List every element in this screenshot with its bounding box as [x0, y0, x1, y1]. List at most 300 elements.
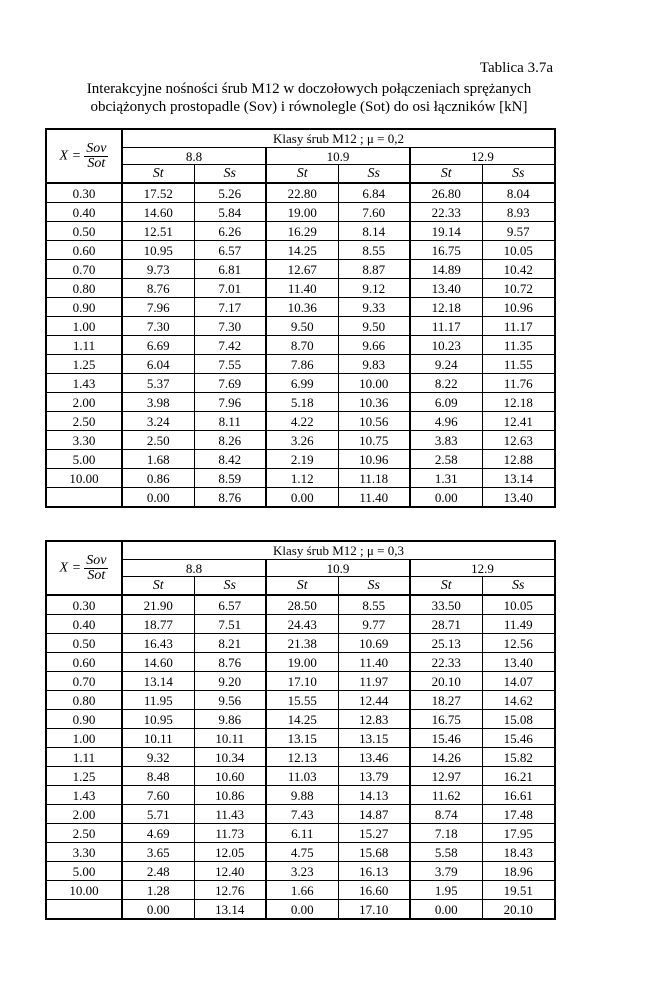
value-cell: 7.69	[194, 374, 266, 393]
table-row	[46, 355, 555, 374]
value-cell: 15.55	[266, 691, 338, 710]
value-cell: 25.13	[410, 634, 482, 653]
value-cell: 18.96	[482, 862, 555, 881]
value-cell: 14.26	[410, 748, 482, 767]
value-cell: 7.43	[266, 805, 338, 824]
value-cell: 21.90	[122, 595, 194, 615]
x-value-cell: 5.00	[46, 450, 122, 469]
x-numerator: Sov	[86, 552, 107, 568]
value-cell: 10.00	[338, 374, 410, 393]
class-row	[46, 560, 555, 577]
sub-header-row	[46, 577, 555, 596]
sub-header-ss: Ss	[338, 165, 410, 184]
table-row	[46, 824, 555, 843]
value-cell: 10.11	[194, 729, 266, 748]
x-ratio-header	[46, 129, 122, 183]
table-row	[46, 469, 555, 488]
x-value-cell: 0.70	[46, 672, 122, 691]
value-cell: 12.88	[482, 450, 555, 469]
table-row	[46, 374, 555, 393]
value-cell: 16.43	[122, 634, 194, 653]
value-cell: 10.36	[266, 298, 338, 317]
value-cell: 5.84	[194, 203, 266, 222]
table-row	[46, 672, 555, 691]
table-row	[46, 691, 555, 710]
value-cell: 10.95	[122, 710, 194, 729]
value-cell: 9.12	[338, 279, 410, 298]
value-cell: 16.29	[266, 222, 338, 241]
value-cell: 4.96	[410, 412, 482, 431]
value-cell: 7.30	[122, 317, 194, 336]
value-cell: 0.00	[122, 488, 194, 508]
x-value-cell: 0.80	[46, 279, 122, 298]
value-cell: 12.51	[122, 222, 194, 241]
table-row	[46, 260, 555, 279]
value-cell: 11.40	[266, 279, 338, 298]
value-cell: 11.17	[482, 317, 555, 336]
sub-header-ss: Ss	[482, 577, 555, 596]
value-cell: 1.31	[410, 469, 482, 488]
value-cell: 7.30	[194, 317, 266, 336]
value-cell: 11.03	[266, 767, 338, 786]
value-cell: 7.86	[266, 355, 338, 374]
table-row	[46, 203, 555, 222]
table-row	[46, 900, 555, 920]
bolt-class-8-8: 8.8	[122, 560, 266, 577]
value-cell: 9.20	[194, 672, 266, 691]
value-cell: 0.00	[266, 488, 338, 508]
value-cell: 6.84	[338, 183, 410, 203]
value-cell: 8.55	[338, 595, 410, 615]
value-cell: 17.95	[482, 824, 555, 843]
value-cell: 13.14	[482, 469, 555, 488]
value-cell: 19.00	[266, 653, 338, 672]
sub-header-ss: Ss	[194, 577, 266, 596]
value-cell: 12.67	[266, 260, 338, 279]
value-cell: 3.26	[266, 431, 338, 450]
value-cell: 0.86	[122, 469, 194, 488]
value-cell: 9.73	[122, 260, 194, 279]
header-row	[46, 129, 555, 148]
x-fraction	[84, 142, 108, 171]
value-cell: 3.98	[122, 393, 194, 412]
value-cell: 9.50	[266, 317, 338, 336]
value-cell: 14.25	[266, 710, 338, 729]
value-cell: 6.09	[410, 393, 482, 412]
value-cell: 12.56	[482, 634, 555, 653]
value-cell: 0.00	[410, 900, 482, 920]
value-cell: 14.25	[266, 241, 338, 260]
value-cell: 10.86	[194, 786, 266, 805]
value-cell: 8.70	[266, 336, 338, 355]
x-value-cell: 10.00	[46, 881, 122, 900]
value-cell: 10.69	[338, 634, 410, 653]
value-cell: 9.56	[194, 691, 266, 710]
x-value-cell: 0.90	[46, 710, 122, 729]
table-row	[46, 595, 555, 615]
value-cell: 7.01	[194, 279, 266, 298]
x-denominator: Sot	[87, 155, 106, 171]
value-cell: 10.56	[338, 412, 410, 431]
value-cell: 15.08	[482, 710, 555, 729]
value-cell: 13.14	[122, 672, 194, 691]
value-cell: 8.76	[194, 653, 266, 672]
value-cell: 13.15	[338, 729, 410, 748]
value-cell: 6.57	[194, 241, 266, 260]
value-cell: 10.36	[338, 393, 410, 412]
value-cell: 13.46	[338, 748, 410, 767]
value-cell: 11.55	[482, 355, 555, 374]
value-cell: 1.66	[266, 881, 338, 900]
table-row	[46, 710, 555, 729]
value-cell: 18.77	[122, 615, 194, 634]
sub-header-ss: Ss	[194, 165, 266, 184]
x-value-cell: 1.00	[46, 317, 122, 336]
table-row	[46, 431, 555, 450]
value-cell: 9.86	[194, 710, 266, 729]
value-cell: 11.49	[482, 615, 555, 634]
value-cell: 21.38	[266, 634, 338, 653]
table-row	[46, 450, 555, 469]
value-cell: 7.17	[194, 298, 266, 317]
table-row	[46, 183, 555, 203]
value-cell: 10.75	[338, 431, 410, 450]
value-cell: 28.50	[266, 595, 338, 615]
value-cell: 26.80	[410, 183, 482, 203]
value-cell: 2.19	[266, 450, 338, 469]
value-cell: 8.14	[338, 222, 410, 241]
x-value-cell: 2.50	[46, 824, 122, 843]
value-cell: 7.51	[194, 615, 266, 634]
value-cell: 14.60	[122, 653, 194, 672]
value-cell: 11.97	[338, 672, 410, 691]
value-cell: 14.13	[338, 786, 410, 805]
x-value-cell: 0.40	[46, 203, 122, 222]
value-cell: 3.79	[410, 862, 482, 881]
value-cell: 10.72	[482, 279, 555, 298]
value-cell: 2.58	[410, 450, 482, 469]
x-value-cell: 3.30	[46, 843, 122, 862]
value-cell: 8.76	[194, 488, 266, 508]
bolt-class-header: Klasy śrub M12 ; μ = 0,3	[122, 541, 555, 560]
value-cell: 7.96	[194, 393, 266, 412]
value-cell: 13.15	[266, 729, 338, 748]
x-value-cell: 0.40	[46, 615, 122, 634]
table-row	[46, 336, 555, 355]
value-cell: 8.87	[338, 260, 410, 279]
value-cell: 11.73	[194, 824, 266, 843]
value-cell: 10.11	[122, 729, 194, 748]
value-cell: 20.10	[482, 900, 555, 920]
value-cell: 10.05	[482, 595, 555, 615]
value-cell: 9.83	[338, 355, 410, 374]
value-cell: 7.42	[194, 336, 266, 355]
value-cell: 4.22	[266, 412, 338, 431]
sub-header-st: St	[266, 577, 338, 596]
value-cell: 1.95	[410, 881, 482, 900]
value-cell: 2.50	[122, 431, 194, 450]
table-row	[46, 241, 555, 260]
value-cell: 6.11	[266, 824, 338, 843]
value-cell: 14.89	[410, 260, 482, 279]
table-row	[46, 222, 555, 241]
value-cell: 8.55	[338, 241, 410, 260]
table-row	[46, 298, 555, 317]
value-cell: 8.04	[482, 183, 555, 203]
value-cell: 16.75	[410, 710, 482, 729]
value-cell: 5.71	[122, 805, 194, 824]
value-cell: 9.66	[338, 336, 410, 355]
value-cell: 9.32	[122, 748, 194, 767]
value-cell: 11.17	[410, 317, 482, 336]
bolt-class-10-9: 10.9	[266, 148, 410, 165]
x-label: X =	[59, 560, 82, 575]
value-cell: 8.11	[194, 412, 266, 431]
value-cell: 13.79	[338, 767, 410, 786]
table-row	[46, 615, 555, 634]
table-row	[46, 843, 555, 862]
value-cell: 20.10	[410, 672, 482, 691]
x-value-cell: 0.50	[46, 634, 122, 653]
value-cell: 24.43	[266, 615, 338, 634]
x-value-cell: 2.00	[46, 393, 122, 412]
value-cell: 6.04	[122, 355, 194, 374]
title-line-2: obciążonych prostopadle (Sov) i równolegle (Sot) do osi łączników [kN]	[90, 99, 528, 115]
value-cell: 16.61	[482, 786, 555, 805]
value-cell: 15.46	[482, 729, 555, 748]
value-cell: 9.88	[266, 786, 338, 805]
x-denominator: Sot	[87, 567, 106, 583]
x-value-cell: 1.11	[46, 748, 122, 767]
value-cell: 11.40	[338, 488, 410, 508]
table-row	[46, 862, 555, 881]
value-cell: 15.27	[338, 824, 410, 843]
value-cell: 15.82	[482, 748, 555, 767]
value-cell: 5.26	[194, 183, 266, 203]
value-cell: 8.76	[122, 279, 194, 298]
bolt-class-10-9: 10.9	[266, 560, 410, 577]
value-cell: 0.00	[410, 488, 482, 508]
value-cell: 12.13	[266, 748, 338, 767]
value-cell: 1.68	[122, 450, 194, 469]
x-value-cell: 2.50	[46, 412, 122, 431]
value-cell: 11.18	[338, 469, 410, 488]
value-cell: 17.10	[266, 672, 338, 691]
value-cell: 16.60	[338, 881, 410, 900]
value-cell: 13.40	[482, 653, 555, 672]
table-row	[46, 729, 555, 748]
table-row	[46, 805, 555, 824]
value-cell: 5.37	[122, 374, 194, 393]
x-value-cell	[46, 900, 122, 920]
x-value-cell: 1.43	[46, 786, 122, 805]
x-value-cell: 0.50	[46, 222, 122, 241]
value-cell: 22.80	[266, 183, 338, 203]
value-cell: 4.75	[266, 843, 338, 862]
table-mu-03	[45, 540, 556, 920]
x-value-cell: 0.70	[46, 260, 122, 279]
sub-header-st: St	[122, 577, 194, 596]
value-cell: 10.23	[410, 336, 482, 355]
value-cell: 16.13	[338, 862, 410, 881]
value-cell: 14.07	[482, 672, 555, 691]
x-ratio-header	[46, 541, 122, 595]
table-row	[46, 653, 555, 672]
x-value-cell: 0.30	[46, 183, 122, 203]
value-cell: 3.83	[410, 431, 482, 450]
value-cell: 6.99	[266, 374, 338, 393]
table-row	[46, 412, 555, 431]
value-cell: 7.96	[122, 298, 194, 317]
title-line-1: Interakcyjne nośności śrub M12 w doczołowych połączeniach sprężanych	[86, 81, 532, 97]
value-cell: 6.69	[122, 336, 194, 355]
value-cell: 6.81	[194, 260, 266, 279]
value-cell: 0.00	[266, 900, 338, 920]
class-row	[46, 148, 555, 165]
value-cell: 3.24	[122, 412, 194, 431]
value-cell: 10.34	[194, 748, 266, 767]
x-value-cell: 0.80	[46, 691, 122, 710]
value-cell: 12.18	[410, 298, 482, 317]
value-cell: 2.48	[122, 862, 194, 881]
table-row	[46, 634, 555, 653]
value-cell: 9.24	[410, 355, 482, 374]
value-cell: 9.77	[338, 615, 410, 634]
value-cell: 14.87	[338, 805, 410, 824]
x-value-cell: 1.43	[46, 374, 122, 393]
x-value-cell: 10.00	[46, 469, 122, 488]
header-row	[46, 541, 555, 560]
value-cell: 7.60	[338, 203, 410, 222]
x-value-cell: 0.60	[46, 653, 122, 672]
value-cell: 13.14	[194, 900, 266, 920]
value-cell: 14.62	[482, 691, 555, 710]
value-cell: 6.57	[194, 595, 266, 615]
x-value-cell: 0.30	[46, 595, 122, 615]
value-cell: 14.60	[122, 203, 194, 222]
sub-header-st: St	[122, 165, 194, 184]
x-numerator: Sov	[86, 140, 107, 156]
value-cell: 11.95	[122, 691, 194, 710]
value-cell: 8.21	[194, 634, 266, 653]
value-cell: 10.42	[482, 260, 555, 279]
sub-header-ss: Ss	[338, 577, 410, 596]
sub-header-st: St	[410, 165, 482, 184]
value-cell: 1.12	[266, 469, 338, 488]
value-cell: 6.26	[194, 222, 266, 241]
sub-header-st: St	[410, 577, 482, 596]
value-cell: 4.69	[122, 824, 194, 843]
value-cell: 7.60	[122, 786, 194, 805]
value-cell: 1.28	[122, 881, 194, 900]
value-cell: 15.68	[338, 843, 410, 862]
value-cell: 8.93	[482, 203, 555, 222]
value-cell: 19.00	[266, 203, 338, 222]
value-cell: 13.40	[410, 279, 482, 298]
sub-header-row	[46, 165, 555, 184]
value-cell: 8.48	[122, 767, 194, 786]
table-row	[46, 393, 555, 412]
sub-header-st: St	[266, 165, 338, 184]
value-cell: 12.44	[338, 691, 410, 710]
document-title	[50, 80, 568, 116]
value-cell: 22.33	[410, 203, 482, 222]
value-cell: 10.95	[122, 241, 194, 260]
value-cell: 12.41	[482, 412, 555, 431]
value-cell: 8.74	[410, 805, 482, 824]
value-cell: 17.10	[338, 900, 410, 920]
x-label: X =	[59, 148, 82, 163]
table-row	[46, 881, 555, 900]
x-value-cell: 0.60	[46, 241, 122, 260]
x-value-cell: 0.90	[46, 298, 122, 317]
table-row	[46, 748, 555, 767]
value-cell: 8.42	[194, 450, 266, 469]
bolt-class-header: Klasy śrub M12 ; μ = 0,2	[122, 129, 555, 148]
x-value-cell: 1.25	[46, 767, 122, 786]
table-row	[46, 488, 555, 508]
value-cell: 22.33	[410, 653, 482, 672]
value-cell: 18.27	[410, 691, 482, 710]
value-cell: 12.83	[338, 710, 410, 729]
value-cell: 9.33	[338, 298, 410, 317]
bolt-class-8-8: 8.8	[122, 148, 266, 165]
value-cell: 7.18	[410, 824, 482, 843]
value-cell: 11.40	[338, 653, 410, 672]
x-fraction	[84, 554, 108, 583]
value-cell: 19.14	[410, 222, 482, 241]
table-row	[46, 767, 555, 786]
value-cell: 17.52	[122, 183, 194, 203]
table-caption: Tablica 3.7a	[479, 60, 553, 76]
x-value-cell: 3.30	[46, 431, 122, 450]
value-cell: 8.26	[194, 431, 266, 450]
value-cell: 17.48	[482, 805, 555, 824]
value-cell: 10.96	[338, 450, 410, 469]
table-row	[46, 786, 555, 805]
x-value-cell	[46, 488, 122, 508]
value-cell: 9.57	[482, 222, 555, 241]
value-cell: 10.05	[482, 241, 555, 260]
sub-header-ss: Ss	[482, 165, 555, 184]
value-cell: 13.40	[482, 488, 555, 508]
x-value-cell: 5.00	[46, 862, 122, 881]
value-cell: 16.75	[410, 241, 482, 260]
value-cell: 10.96	[482, 298, 555, 317]
table-mu-02	[45, 128, 556, 508]
value-cell: 8.59	[194, 469, 266, 488]
bolt-class-12-9: 12.9	[410, 148, 555, 165]
x-value-cell: 1.00	[46, 729, 122, 748]
x-value-cell: 2.00	[46, 805, 122, 824]
value-cell: 11.43	[194, 805, 266, 824]
value-cell: 12.05	[194, 843, 266, 862]
x-value-cell: 1.11	[46, 336, 122, 355]
value-cell: 12.76	[194, 881, 266, 900]
value-cell: 3.23	[266, 862, 338, 881]
value-cell: 18.43	[482, 843, 555, 862]
value-cell: 28.71	[410, 615, 482, 634]
x-value-cell: 1.25	[46, 355, 122, 374]
value-cell: 10.60	[194, 767, 266, 786]
bolt-class-12-9: 12.9	[410, 560, 555, 577]
value-cell: 33.50	[410, 595, 482, 615]
value-cell: 0.00	[122, 900, 194, 920]
table-row	[46, 317, 555, 336]
value-cell: 11.35	[482, 336, 555, 355]
value-cell: 12.97	[410, 767, 482, 786]
value-cell: 8.22	[410, 374, 482, 393]
